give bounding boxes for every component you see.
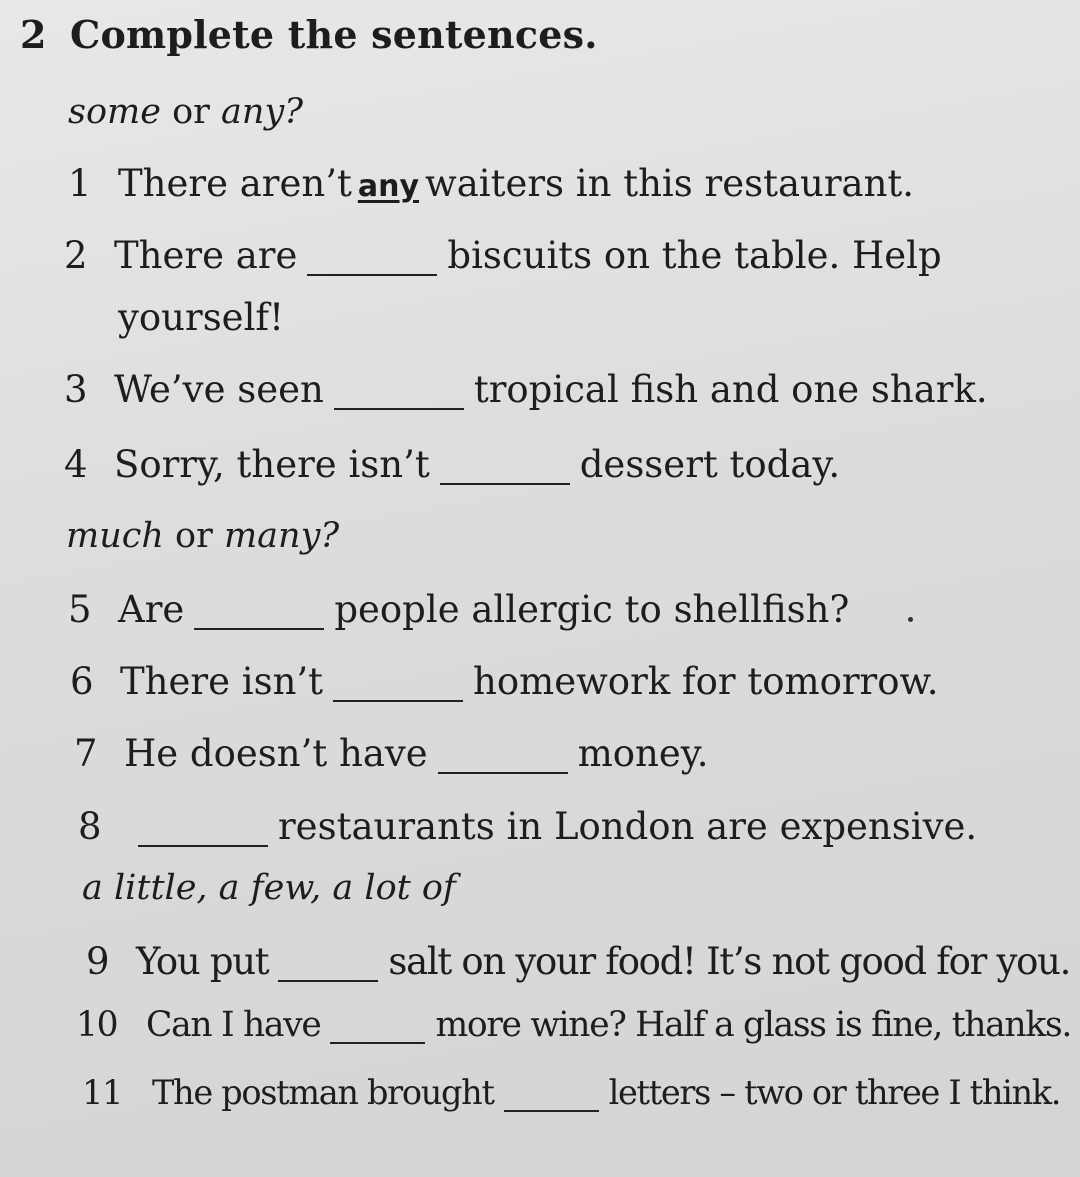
- sentence-item: [76, 1005, 1071, 1046]
- answer-blank[interactable]: [440, 483, 570, 485]
- answer-blank[interactable]: [504, 1110, 599, 1112]
- item-text-after: restaurants in London are expensive.: [278, 805, 978, 848]
- item-text-after: tropical fish and one shark.: [473, 368, 988, 411]
- item-number: 9: [86, 940, 110, 983]
- sentence-item: [68, 162, 914, 206]
- item-text-after: homework for tomorrow.: [473, 660, 939, 703]
- item-text-after: dessert today.: [579, 443, 841, 486]
- sentence-item: [86, 940, 1070, 984]
- sentence-item: [64, 443, 840, 487]
- sentence-continuation: yourself!: [118, 296, 284, 339]
- item-text-after: waiters in this restaurant.: [425, 162, 915, 205]
- item-number: 2: [64, 234, 88, 277]
- item-text-after: money.: [577, 732, 709, 775]
- item-number: 1: [68, 162, 92, 205]
- sentence-item: [64, 368, 988, 412]
- answer-blank[interactable]: [333, 700, 463, 702]
- section-heading-some-any: [68, 92, 303, 132]
- sentence-item: [70, 660, 939, 704]
- item-number: 3: [64, 368, 88, 411]
- sentence-item: [78, 805, 977, 849]
- answer-blank[interactable]: [278, 980, 378, 982]
- item-number: 8: [78, 805, 102, 848]
- exercise-instruction: Complete the sentences.: [70, 12, 598, 57]
- item-text-before: There aren’t: [118, 162, 352, 205]
- item-text-before: There isn’t: [120, 660, 324, 703]
- item-text-before: You put: [136, 940, 269, 983]
- section-word-or: or: [175, 516, 213, 556]
- item-text-after: salt on your food! It’s not good for you.: [388, 940, 1071, 983]
- sentence-item: [82, 1073, 1060, 1113]
- filled-answer: any: [357, 169, 420, 204]
- sentence-item: [74, 732, 709, 776]
- item-text-after: people allergic to shellfish?: [334, 588, 850, 631]
- item-text-before: There are: [114, 234, 298, 277]
- item-number: 4: [64, 443, 88, 486]
- answer-blank[interactable]: [138, 845, 268, 847]
- item-text-before: Sorry, there isn’t: [114, 443, 430, 486]
- answer-blank[interactable]: [307, 274, 437, 276]
- item-number: 6: [70, 660, 94, 703]
- item-text-after: more wine? Half a glass is fine, thanks.: [435, 1005, 1072, 1045]
- answer-blank[interactable]: [194, 628, 324, 630]
- section-heading-much-many: [66, 516, 339, 556]
- answer-blank[interactable]: [330, 1042, 425, 1044]
- sentence-item: [64, 234, 942, 278]
- section-word-or: or: [172, 92, 210, 132]
- section-word-many: many?: [223, 516, 340, 556]
- item-number: 10: [76, 1005, 118, 1045]
- item-text-after: letters – two or three I think.: [608, 1073, 1061, 1112]
- item-number: 5: [68, 588, 92, 631]
- section-word-much: much: [66, 516, 164, 556]
- answer-blank[interactable]: [334, 408, 464, 410]
- item-text-before: The postman brought: [152, 1073, 494, 1112]
- answer-blank[interactable]: [438, 772, 568, 774]
- item-text-before: He doesn’t have: [124, 732, 428, 775]
- section-word-any: any?: [221, 92, 303, 132]
- stray-dot: [908, 617, 913, 622]
- section-heading-quantifiers: [82, 868, 456, 908]
- item-text-before: Can I have: [146, 1005, 321, 1045]
- item-text-before: We’ve seen: [114, 368, 324, 411]
- item-text-after: biscuits on the table. Help: [447, 234, 942, 277]
- item-text-before: Are: [118, 588, 185, 631]
- section-word-some: some: [68, 92, 161, 132]
- section-heading-text: a little, a few, a lot of: [82, 868, 456, 908]
- exercise-title: [20, 12, 598, 57]
- item-number: 7: [74, 732, 98, 775]
- exercise-number: 2: [20, 12, 47, 57]
- item-number: 11: [82, 1073, 123, 1112]
- sentence-item: [68, 588, 849, 632]
